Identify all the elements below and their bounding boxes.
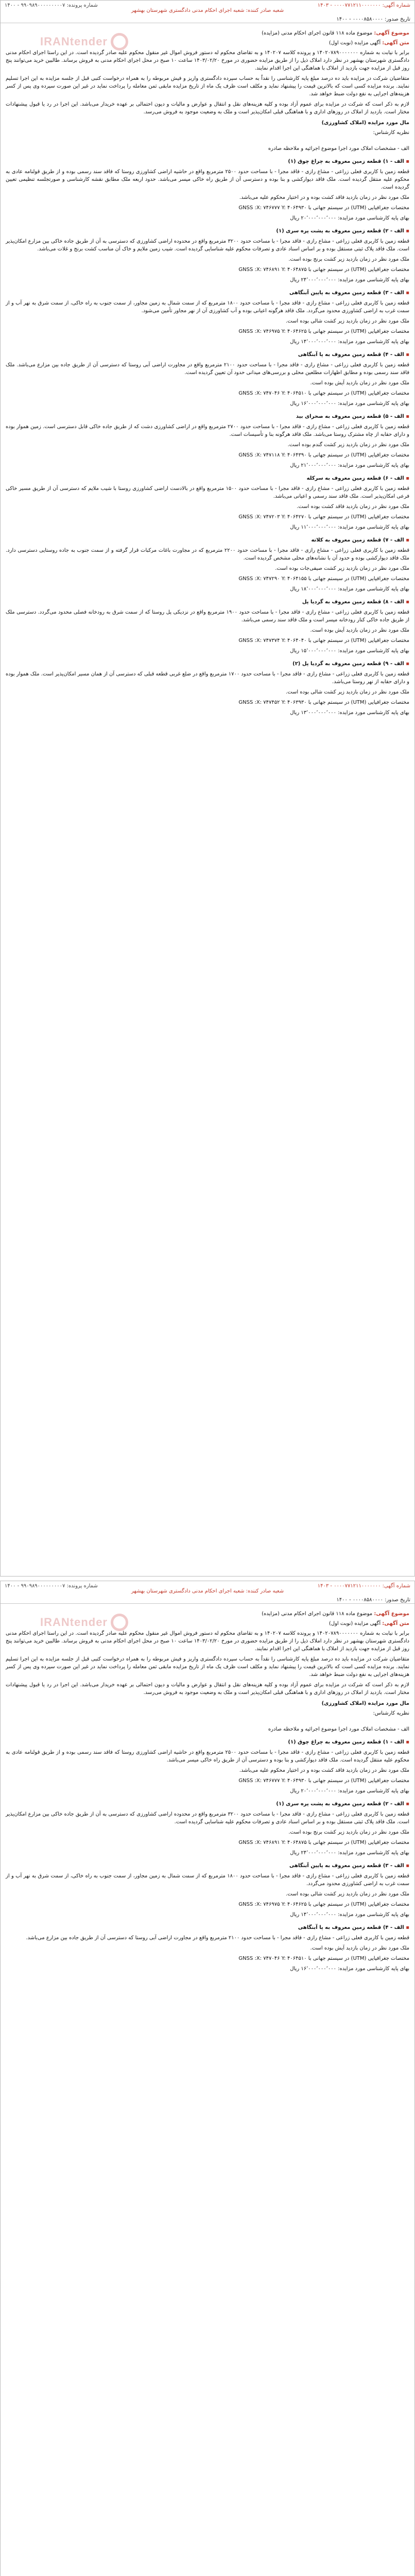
lot-item (6, 598, 409, 655)
sub-intro: الف - مشخصات املاک مورد اجرا موضوع اجرائیه و ملاحظه صادره (268, 1726, 409, 1732)
lot-coordinates: مختصات جغرافیایی (UTM) در سیستم جهانی با GNSS :X: ۷۴۶۸۹۱ Y: ۴۰۶۴۸۷۵ (238, 1840, 409, 1845)
lot-description: قطعه زمین با کاربری فعلی زراعی - مشاع رازی - فاقد مجرا - با مساحت حدود ۱۸۰۰ مترمربع که از سمت شمال به زمین مجاور، از سمت جنوب به راه خاکی، از سمت شرق به نهر آب و از سمت غرب به اراضی کشاورزی محدود می‌گردد. ملک فاقد هرگونه اعیانی بوده و آب کشاورزی آن از نهر مجاور تأمین می‌شود. (6, 300, 409, 314)
lot-description: قطعه زمین با کاربری فعلی زراعی - مشاع رازی - فاقد مجرا - با مساحت حدود ۲۵۰۰ مترمربع واقع در حاشیه اراضی کشاورزی روستا که فاقد سند رسمی بوده و از طریق قولنامه عادی به محکوم علیه منتقل گردیده است. ملک فاقد دیوارکشی و بنا بوده و دسترسی آن از طریق راه خاکی میسر می‌باشد. (6, 1750, 409, 1763)
lot-status: ملک مورد نظر در زمان بازدید آیش بوده است. (310, 380, 409, 386)
lot-coordinates: مختصات جغرافیایی (UTM) در سیستم جهانی با GNSS :X: ۷۴۷۰۴۶ Y: ۴۰۶۴۵۱۰ (238, 1956, 409, 1961)
watermark-text: IRANtender (40, 35, 108, 48)
lots-list (6, 1738, 409, 1973)
lot-bullet-icon: ▪ (404, 599, 409, 605)
lot-status: ملک مورد نظر در زمان بازدید زیر کشت شالی بوده است. (286, 1891, 409, 1897)
page-header (1, 1581, 414, 1604)
lot-item (6, 536, 409, 593)
lot-bullet-icon: ▪ (404, 1739, 409, 1745)
lot-item (6, 1800, 409, 1857)
lot-price: بهای پایه کارشناسی مورد مزایده: ۱۵٬۰۰۰٬۰۰۰٬۰۰۰ ریال (290, 648, 409, 654)
body-paragraph-1: برابر با نیابت به شماره ۱۴۰۲۰۷۸۹۰۰۰۰۰۰۰ و پرونده کلاسه ۱۴۰۲۰۷ و به تقاضای محکوم له دستور فروش اموال غیر منقول محکوم علیه صادر گردیده است. در این راستا اجرای احکام مدنی دادگستری شهرستان بهشهر در نظر دارد املاک ذیل را از طریق مزایده حضوری در مورخ ۱۴۰۳/۰۲/۲۰ ساعت ۱۰ صبح در محل اجرای احکام مدنی به فروش برساند. طالبین خرید می‌توانند پنج روز قبل از مزایده جهت بازدید از املاک با هماهنگی این اجرا اقدام نمایند. (6, 1631, 409, 1652)
lot-item (6, 474, 409, 531)
subject-label: موضوع آگهی: (374, 1611, 409, 1617)
lot-price: بهای پایه کارشناسی مورد مزایده: ۲۰٬۰۰۰٬۰۰۰٬۰۰۰ ریال (290, 215, 409, 221)
lot-item (6, 289, 409, 346)
lot-status: ملک مورد نظر در زمان بازدید زیر کشت برنج بوده است. (288, 257, 409, 262)
lot-title: ▪ الف - ۶) قطعه زمین معروف به سرکله (306, 476, 409, 481)
lot-item (6, 413, 409, 469)
lot-description: قطعه زمین با کاربری فعلی زراعی - مشاع رازی - فاقد مجرا - با مساحت حدود ۲۱۰۰ مترمربع واقع در مجاورت اراضی آبی روستا که دسترسی آن از طریق جاده بین مزارع می‌باشد. (26, 1935, 409, 1941)
intro-text: آگهی مزایده (نوبت اول) (328, 1621, 381, 1626)
lot-status: ملک مورد نظر در زمان بازدید آیش بوده است. (310, 628, 409, 633)
lot-item (6, 660, 409, 717)
lot-status: ملک مورد نظر در زمان بازدید زیر کشت شالی بوده است. (286, 318, 409, 324)
lot-description: قطعه زمین با کاربری فعلی زراعی - مشاع رازی - فاقد مجرا - با مساحت حدود ۳۲۰۰ مترمربع واقع در محدوده اراضی کشاورزی که دسترسی به آن از طریق جاده خاکی بین مزارع امکان‌پذیر است. ملک فاقد پلاک ثبتی مستقل بوده و بر اساس اسناد عادی و تصرفات محکوم علیه شناسایی گردیده است. شیب زمین ملایم و خاک آن مناسب کشت برنج و غلات می‌باشد. (6, 239, 409, 252)
lot-bullet-icon: ▪ (404, 414, 409, 419)
lot-coordinates: مختصات جغرافیایی (UTM) در سیستم جهانی با GNSS :X: ۷۴۷۱۱۸ Y: ۴۰۶۴۳۹۰ (238, 452, 409, 458)
lot-price: بهای پایه کارشناسی مورد مزایده: ۲۴٬۰۰۰٬۰۰۰٬۰۰۰ ریال (290, 277, 409, 283)
lot-status: ملک مورد نظر در زمان بازدید زیر کشت صیفی‌جات بوده است. (275, 566, 409, 571)
lot-description: قطعه زمین با کاربری فعلی زراعی - مشاع رازی - فاقد مجرا - با مساحت حدود ۲۱۰۰ مترمربع واقع در مجاورت اراضی آبی روستا که دسترسی آن از طریق جاده بین مزارع می‌باشد. ملک فاقد سند رسمی بوده و مطابق اظهارات مطلعین محلی و بررسی‌های میدانی حدود آن تعیین گردیده است. (6, 362, 409, 376)
section-subtitle: نظریه کارشناس: (373, 1710, 409, 1716)
lot-title: ▪ الف - ۹) قطعه زمین معروف به گردیا پل (۲) (292, 661, 409, 667)
lot-title: ▪ الف - ۱) قطعه زمین معروف به چراغ چوق (۱) (288, 1739, 409, 1745)
issuing-court: شعبه صادر کننده: شعبه اجرای احکام مدنی دادگستری شهرستان بهشهر (131, 8, 284, 13)
case-number: شماره پرونده: ۹۹۰۹۸۹۰۰۰۰۰۰۰۰۰۷ - ۱۴۰۰ (5, 1583, 98, 1589)
lot-bullet-icon: ▪ (404, 1863, 409, 1869)
lot-status: ملک مورد نظر در زمان بازدید فاقد کشت بوده و در اختیار محکوم علیه می‌باشد. (239, 195, 409, 200)
lot-bullet-icon: ▪ (404, 159, 409, 164)
lot-item (6, 351, 409, 408)
lot-price: بهای پایه کارشناسی مورد مزایده: ۱۴٬۰۰۰٬۰۰۰٬۰۰۰ ریال (290, 1912, 409, 1918)
section-subtitle: نظریه کارشناس: (373, 130, 409, 135)
lot-price: بهای پایه کارشناسی مورد مزایده: ۱۶٬۰۰۰٬۰۰۰٬۰۰۰ ریال (290, 401, 409, 406)
body-paragraph-3: لازم به ذکر است که شرکت در مزایده برای عموم آزاد بوده و کلیه هزینه‌های نقل و انتقال و عوارض و مالیات و دیون احتمالی بر عهده خریدار می‌باشد. این اجرا در رد یا قبول پیشنهادات مختار است. بازدید از املاک در روزهای اداری و با هماهنگی قبلی امکان‌پذیر است و ملک به وضعیت موجود به فروش می‌رسد. (6, 1682, 409, 1696)
lot-title: ▪ الف - ۴) قطعه زمین معروف به پا آبنگاهی (298, 352, 409, 358)
intro-text: آگهی مزایده (نوبت اول) (328, 40, 381, 46)
lot-price: بهای پایه کارشناسی مورد مزایده: ۲۴٬۰۰۰٬۰۰۰٬۰۰۰ ریال (290, 1850, 409, 1856)
lot-description: قطعه زمین با کاربری فعلی زراعی - مشاع رازی - فاقد مجرا - با مساحت حدود ۲۵۰۰ مترمربع واقع در حاشیه اراضی کشاورزی روستا که فاقد سند رسمی بوده و از طریق قولنامه عادی به محکوم علیه منتقل گردیده است. ملک فاقد دیوارکشی و بنا بوده و دسترسی آن از طریق راه خاکی میسر می‌باشد. حدود اربعه ملک مطابق نقشه کارشناسی و صورتجلسه تنظیمی تعیین گردیده است. (6, 169, 409, 190)
lot-coordinates: مختصات جغرافیایی (UTM) در سیستم جهانی با GNSS :X: ۷۴۷۰۴۶ Y: ۴۰۶۴۵۱۰ (238, 391, 409, 396)
lot-status: ملک مورد نظر در زمان بازدید آیش بوده است. (310, 1945, 409, 1951)
lot-bullet-icon: ▪ (404, 661, 409, 667)
lot-bullet-icon: ▪ (404, 352, 409, 358)
body-paragraph-1: برابر با نیابت به شماره ۱۴۰۲۰۷۸۹۰۰۰۰۰۰۰ و پرونده کلاسه ۱۴۰۲۰۷ و به تقاضای محکوم له دستور فروش اموال غیر منقول محکوم علیه صادر گردیده است. در این راستا اجرای احکام مدنی دادگستری شهرستان بهشهر در نظر دارد املاک ذیل را از طریق مزایده حضوری در مورخ ۱۴۰۳/۰۲/۲۰ ساعت ۱۰ صبح در محل اجرای احکام مدنی به فروش برساند. طالبین خرید می‌توانند پنج روز قبل از مزایده جهت بازدید از املاک با هماهنگی این اجرا اقدام نمایند. (6, 50, 409, 71)
lot-status: ملک مورد نظر در زمان بازدید زیر کشت برنج بوده است. (288, 1829, 409, 1835)
lot-title: ▪ الف - ۳) قطعه زمین معروف به پایین آبنگاهی (289, 1863, 409, 1869)
subject-label: موضوع آگهی: (374, 30, 409, 36)
lot-bullet-icon: ▪ (404, 228, 409, 234)
body-paragraph-3: لازم به ذکر است که شرکت در مزایده برای عموم آزاد بوده و کلیه هزینه‌های نقل و انتقال و عوارض و مالیات و دیون احتمالی بر عهده خریدار می‌باشد. این اجرا در رد یا قبول پیشنهادات مختار است. بازدید از املاک در روزهای اداری و با هماهنگی قبلی امکان‌پذیر است و ملک به وضعیت موجود به فروش می‌رسد. (6, 101, 409, 115)
lot-description: قطعه زمین با کاربری فعلی زراعی - مشاع رازی - فاقد مجرا - با مساحت حدود ۲۷۰۰ مترمربع واقع در اراضی کشاورزی دشت که از طریق جاده خاکی قابل دسترسی است. زمین هموار بوده و دارای حقابه از چاه مشترک روستا می‌باشد. ملک فاقد هرگونه بنا و تأسیسات است. (6, 424, 410, 437)
lot-status: ملک مورد نظر در زمان بازدید فاقد کشت بوده است. (297, 504, 409, 510)
lot-price: بهای پایه کارشناسی مورد مزایده: ۱۶٬۰۰۰٬۰۰۰٬۰۰۰ ریال (290, 1966, 409, 1972)
watermark-logo (20, 31, 128, 52)
lot-bullet-icon: ▪ (404, 1801, 409, 1807)
lot-description: قطعه زمین با کاربری فعلی زراعی - مشاع رازی - فاقد مجرا - با مساحت حدود ۳۲۰۰ مترمربع واقع در محدوده اراضی کشاورزی که دسترسی به آن از طریق جاده خاکی بین مزارع امکان‌پذیر است. ملک فاقد پلاک ثبتی مستقل بوده و بر اساس اسناد عادی و تصرفات محکوم علیه شناسایی گردیده است. (6, 1811, 409, 1825)
lot-title: ▪ الف - ۸) قطعه زمین معروف به گردیا پل (302, 599, 409, 605)
lot-title: ▪ الف - ۲) قطعه زمین معروف به پشت پره سری (۱) (276, 1801, 409, 1807)
lot-bullet-icon: ▪ (404, 476, 409, 481)
section-title: مال مورد مزایده (املاک کشاورزی) (321, 1701, 409, 1706)
subject-text: موضوع ماده ۱۱۸ قانون اجرای احکام مدنی (مزایده) (262, 1611, 373, 1617)
lot-bullet-icon: ▪ (404, 537, 409, 543)
lot-coordinates: مختصات جغرافیایی (UTM) در سیستم جهانی با GNSS :X: ۷۴۷۲۹۰ Y: ۴۰۶۴۱۵۵ (238, 576, 409, 582)
lot-price: بهای پایه کارشناسی مورد مزایده: ۲۱٬۰۰۰٬۰۰۰٬۰۰۰ ریال (290, 463, 409, 468)
watermark-circle-icon (111, 1614, 128, 1631)
lot-coordinates: مختصات جغرافیایی (UTM) در سیستم جهانی با GNSS :X: ۷۴۷۲۰۳ Y: ۴۰۶۴۲۷۰ (238, 514, 409, 520)
lot-price: بهای پایه کارشناسی مورد مزایده: ۲۰٬۰۰۰٬۰۰۰٬۰۰۰ ریال (290, 1788, 409, 1794)
lot-item (6, 158, 409, 222)
page-content (1, 1604, 414, 1973)
issue-date: تاریخ صدور: ۰۰۰۰۸۵۸۰۰۰۰ - ۱۴۰۰ (336, 16, 410, 22)
body-paragraph-2: متقاضیان شرکت در مزایده باید ده درصد مبلغ پایه کارشناسی را نقداً به حساب سپرده دادگستری واریز و فیش مربوطه را به همراه درخواست کتبی قبل از جلسه مزایده به این اجرا تسلیم نمایند. برنده مزایده کسی است که بالاترین قیمت را پیشنهاد نماید و مکلف است ظرف یک ماه از تاریخ مزایده مابقی ثمن معامله را پرداخت نماید در غیر این صورت سپرده وی پس از کسر هزینه‌های اجرایی به نفع دولت ضبط خواهد شد. (6, 1656, 409, 1677)
lot-bullet-icon: ▪ (404, 1925, 409, 1930)
lot-status: ملک مورد نظر در زمان بازدید زیر کشت شالی بوده است. (286, 689, 409, 695)
lot-title: ▪ الف - ۲) قطعه زمین معروف به پشت پره سری (۱) (276, 228, 409, 234)
lot-title: ▪ الف - ۳) قطعه زمین معروف به پایین آبنگاهی (289, 290, 409, 296)
watermark-logo (20, 1612, 128, 1633)
lot-price: بهای پایه کارشناسی مورد مزایده: ۱۸٬۰۰۰٬۰۰۰٬۰۰۰ ریال (290, 586, 409, 592)
lot-description: قطعه زمین با کاربری فعلی زراعی - مشاع رازی - فاقد مجرا - با مساحت حدود ۱۷۰۰ مترمربع واقع در ضلع غربی قطعه قبلی که دسترسی آن از همان مسیر امکان‌پذیر است. ملک هموار بوده و دارای حقابه از نهر روستا می‌باشد. (6, 671, 410, 685)
page-content (1, 23, 414, 717)
announcement-number: شماره آگهی: ۰۰۰۰۷۷۱۲۱۱۰۰۰۰۰۰۰ - ۱۴۰۳ (317, 1583, 410, 1589)
lot-title: ▪ الف - ۷) قطعه زمین معروف به کلاته (311, 537, 409, 543)
lot-coordinates: مختصات جغرافیایی (UTM) در سیستم جهانی با GNSS :X: ۷۴۷۴۵۲ Y: ۴۰۶۳۹۳۰ (238, 700, 409, 705)
announcement-number: شماره آگهی: ۰۰۰۰۷۷۱۲۱۱۰۰۰۰۰۰۰ - ۱۴۰۳ (317, 3, 410, 8)
lot-status: ملک مورد نظر در زمان بازدید زیر کشت گندم بوده است. (287, 442, 409, 448)
watermark-text: IRANtender (40, 1616, 108, 1629)
lot-coordinates: مختصات جغرافیایی (UTM) در سیستم جهانی با GNSS :X: ۷۴۶۸۹۱ Y: ۴۰۶۴۸۷۵ (238, 267, 409, 273)
lot-coordinates: مختصات جغرافیایی (UTM) در سیستم جهانی با GNSS :X: ۷۴۷۳۷۴ Y: ۴۰۶۴۰۴۰ (238, 638, 409, 643)
lot-description: قطعه زمین با کاربری فعلی زراعی - مشاع رازی - فاقد مجرا - با مساحت حدود ۱۵۰۰ مترمربع واقع در بالادست اراضی کشاورزی روستا با شیب ملایم که دسترسی آن از طریق مسیر خاکی فرعی امکان‌پذیر است. ملک فاقد سند رسمی و اعیانی می‌باشد. (6, 486, 409, 499)
lot-description: قطعه زمین با کاربری فعلی زراعی - مشاع رازی - فاقد مجرا - با مساحت حدود ۱۸۰۰ مترمربع که از سمت شمال به زمین مجاور، از سمت جنوب به راه خاکی، از سمت شرق به نهر آب و از سمت غرب به اراضی کشاورزی محدود می‌گردد. (6, 1873, 409, 1887)
issuing-court: شعبه صادر کننده: شعبه اجرای احکام مدنی دادگستری شهرستان بهشهر (131, 1588, 284, 1594)
lot-price: بهای پایه کارشناسی مورد مزایده: ۱۱٬۰۰۰٬۰۰۰٬۰۰۰ ریال (290, 524, 409, 530)
lot-item (6, 1862, 409, 1919)
case-number: شماره پرونده: ۹۹۰۹۸۹۰۰۰۰۰۰۰۰۰۷ - ۱۴۰۰ (5, 3, 98, 8)
lot-title: ▪ الف - ۵) قطعه زمین معروف به صحرای بید (296, 414, 409, 419)
subject-text: موضوع ماده ۱۱۸ قانون اجرای احکام مدنی (مزایده) (262, 30, 373, 36)
lot-item (6, 227, 409, 284)
lot-status: ملک مورد نظر در زمان بازدید فاقد کشت بوده و در اختیار محکوم علیه می‌باشد. (239, 1768, 409, 1773)
lot-description: قطعه زمین با کاربری فعلی زراعی - مشاع رازی - فاقد مجرا - با مساحت حدود ۱۹۰۰ مترمربع واقع در نزدیکی پل روستا که از سمت شرق به رودخانه فصلی محدود می‌گردد. دسترسی ملک از طریق جاده خاکی کنار رودخانه میسر است و ملک فاقد سند رسمی می‌باشد. (6, 609, 409, 623)
lot-coordinates: مختصات جغرافیایی (UTM) در سیستم جهانی با GNSS :X: ۷۴۶۹۷۵ Y: ۴۰۶۴۶۲۵ (238, 329, 409, 334)
body-paragraph-2: متقاضیان شرکت در مزایده باید ده درصد مبلغ پایه کارشناسی را نقداً به حساب سپرده دادگستری واریز و فیش مربوطه را به همراه درخواست کتبی قبل از جلسه مزایده به این اجرا تسلیم نمایند. برنده مزایده کسی است که بالاترین قیمت را پیشنهاد نماید و مکلف است ظرف یک ماه از تاریخ مزایده مابقی ثمن معامله را پرداخت نماید در غیر این صورت سپرده وی پس از کسر هزینه‌های اجرایی به نفع دولت ضبط خواهد شد. (6, 76, 409, 97)
section-title: مال مورد مزایده (املاک کشاورزی) (321, 120, 409, 126)
lots-list (6, 158, 409, 717)
intro-label: متن آگهی: (382, 40, 409, 46)
sub-intro: الف - مشخصات املاک مورد اجرا موضوع اجرائیه و ملاحظه صادره (268, 146, 409, 151)
lot-title: ▪ الف - ۱) قطعه زمین معروف به چراغ چوق (۱) (288, 159, 409, 164)
lot-price: بهای پایه کارشناسی مورد مزایده: ۱۴٬۰۰۰٬۰۰۰٬۰۰۰ ریال (290, 339, 409, 345)
lot-item (6, 1924, 409, 1973)
lot-coordinates: مختصات جغرافیایی (UTM) در سیستم جهانی با GNSS :X: ۷۴۶۷۷۷ Y: ۴۰۶۴۹۳۰ (238, 205, 409, 211)
issue-date: تاریخ صدور: ۰۰۰۰۸۵۸۰۰۰۰ - ۱۴۰۰ (336, 1597, 410, 1603)
document-page (0, 1581, 415, 2576)
lot-coordinates: مختصات جغرافیایی (UTM) در سیستم جهانی با GNSS :X: ۷۴۶۷۷۷ Y: ۴۰۶۴۹۳۰ (238, 1778, 409, 1784)
watermark-circle-icon (111, 33, 128, 50)
lot-coordinates: مختصات جغرافیایی (UTM) در سیستم جهانی با GNSS :X: ۷۴۶۹۷۵ Y: ۴۰۶۴۶۲۵ (238, 1902, 409, 1907)
lot-price: بهای پایه کارشناسی مورد مزایده: ۱۳٬۰۰۰٬۰۰۰٬۰۰۰ ریال (290, 710, 409, 716)
lot-title: ▪ الف - ۴) قطعه زمین معروف به پا آبنگاهی (298, 1925, 409, 1930)
page-header (1, 1, 414, 23)
intro-label: متن آگهی: (382, 1621, 409, 1626)
lot-description: قطعه زمین با کاربری فعلی زراعی - مشاع رازی - فاقد مجرا - با مساحت حدود ۲۲۰۰ مترمربع که در مجاورت باغات مرکبات قرار گرفته و از سمت جنوب به جاده روستایی دسترسی دارد. ملک فاقد دیوارکشی بوده و حدود آن با نشانه‌های محلی مشخص گردیده است. (6, 548, 409, 561)
lot-bullet-icon: ▪ (404, 290, 409, 296)
lot-item (6, 1738, 409, 1795)
